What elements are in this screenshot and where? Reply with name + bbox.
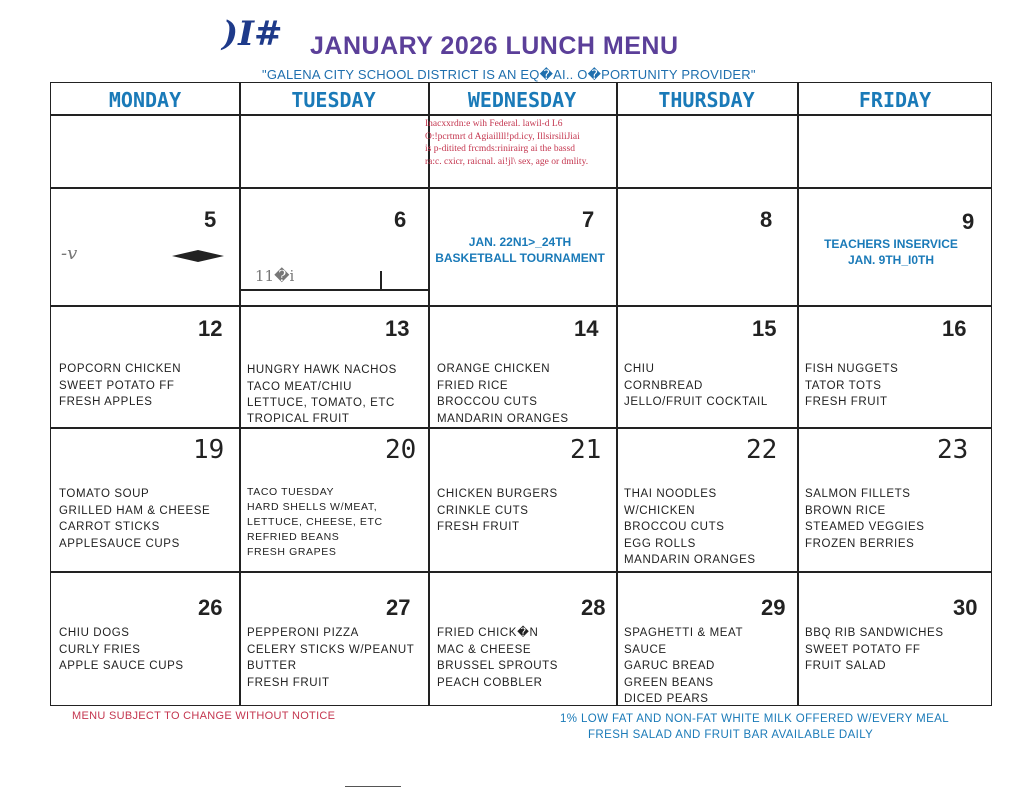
scribble-line xyxy=(380,271,382,289)
scribble-mark: 11�i xyxy=(255,267,295,285)
menu-item: PEPPERONI PIZZA xyxy=(247,627,359,639)
menu-item: REFRIED BEANS xyxy=(247,531,340,543)
statement-line: is p-ditited frcmds:rinirairg ai the bassd xyxy=(425,144,575,154)
date-number: 16 xyxy=(942,316,967,341)
column-divider xyxy=(428,83,430,705)
menu-items xyxy=(59,486,210,552)
tournament-note xyxy=(428,234,612,266)
column-divider xyxy=(797,83,799,705)
row-divider xyxy=(51,571,991,573)
menu-item: THAI NOODLES xyxy=(624,488,717,500)
date-number: 27 xyxy=(386,595,411,620)
date-number: 20 xyxy=(385,435,417,465)
menu-item: APPLESAUCE CUPS xyxy=(59,537,180,550)
date-number: 29 xyxy=(761,595,786,620)
menu-item: HUNGRY HAWK NACHOS xyxy=(247,364,397,376)
menu-item: TATOR TOTS xyxy=(805,379,882,392)
date-number: 19 xyxy=(193,435,225,465)
menu-item: CHIU DOGS xyxy=(59,627,130,639)
menu-item: STEAMED VEGGIES xyxy=(805,521,925,533)
menu-items xyxy=(247,625,414,691)
menu-items xyxy=(624,625,743,708)
menu-item: CHIU xyxy=(624,363,655,375)
menu-items xyxy=(437,361,569,427)
day-header-thursday: THURSDAY xyxy=(658,88,755,112)
menu-item: BROCCOU CUTS xyxy=(437,396,538,408)
menu-item: BROWN RICE xyxy=(805,504,886,517)
nondiscrimination-statement xyxy=(425,118,615,168)
menu-item: FRESH FRUIT xyxy=(437,521,520,533)
date-number: 30 xyxy=(953,595,978,620)
menu-item: JELLO/FRUIT COCKTAIL xyxy=(624,396,768,408)
day-header-tuesday: TUESDAY xyxy=(291,88,376,112)
menu-item: SWEET POTATO FF xyxy=(59,379,175,392)
date-number: 23 xyxy=(937,435,969,465)
column-divider xyxy=(616,83,618,705)
district-logo: )I# xyxy=(222,14,283,54)
menu-item: FRIED CHICK�N xyxy=(437,627,539,639)
date-number: 9 xyxy=(962,209,975,234)
scribble-mark: -v xyxy=(61,243,78,264)
page-footer-rule xyxy=(345,786,401,787)
menu-item: SPAGHETTI & MEAT xyxy=(624,627,744,639)
date-number: 15 xyxy=(752,316,777,341)
statement-line: Inacxxrdn:e wih Federal. lawil-d L6 xyxy=(425,119,563,129)
menu-items xyxy=(247,485,383,560)
date-number: 21 xyxy=(570,435,602,465)
menu-item: BRUSSEL SPROUTS xyxy=(437,660,559,672)
menu-item: MANDARIN ORANGES xyxy=(437,412,569,425)
menu-item: FRESH FRUIT xyxy=(247,676,330,689)
menu-items xyxy=(805,486,925,552)
menu-item: DICED PEARS xyxy=(624,693,709,705)
diamond-mark xyxy=(172,256,224,262)
day-header-friday: FRIDAY xyxy=(858,88,932,112)
menu-item: FRIED RICE xyxy=(437,379,509,392)
menu-item: TACO TUESDAY xyxy=(247,486,335,498)
scribble-line xyxy=(239,289,429,291)
date-number: 14 xyxy=(574,316,599,341)
day-header-wednesday: WEDNESDAY xyxy=(467,88,577,112)
menu-item: CRINKLE CUTS xyxy=(437,504,529,517)
menu-items xyxy=(805,361,898,411)
menu-item: BUTTER xyxy=(247,660,297,672)
date-number: 13 xyxy=(385,316,410,341)
row-divider xyxy=(51,187,991,189)
menu-item: CHICKEN BURGERS xyxy=(437,488,558,500)
menu-change-notice: MENU SUBJECT TO CHANGE WITHOUT NOTICE xyxy=(72,710,336,722)
menu-items xyxy=(437,486,558,536)
menu-item: PEACH COBBLER xyxy=(437,676,543,689)
menu-item: SWEET POTATO FF xyxy=(805,643,921,656)
menu-item: FRUIT SALAD xyxy=(805,660,887,672)
menu-item: FRESH FRUIT xyxy=(805,396,888,408)
menu-item: CELERY STICKS W/PEANUT xyxy=(247,643,415,656)
date-number: 5 xyxy=(204,207,217,232)
day-header-monday: MONDAY xyxy=(108,88,182,112)
menu-item: SAUCE xyxy=(624,643,667,656)
menu-item: POPCORN CHICKEN xyxy=(59,363,182,375)
row-divider xyxy=(51,427,991,429)
note-line: JAN. 22N1>_24TH xyxy=(468,235,572,249)
page-subtitle: "GALENA CITY SCHOOL DISTRICT IS AN EQ�AI.. O�PORTUNITY PROVIDER" xyxy=(262,67,756,82)
date-number: 7 xyxy=(582,207,595,232)
menu-item: FROZEN BERRIES xyxy=(805,537,915,550)
page-title: JANUARY 2026 LUNCH MENU xyxy=(310,32,679,60)
statement-line: O:!pcrtmrt d Agiaillll!pd.icy, IllsirsiliJiai xyxy=(425,131,580,142)
menu-item: MANDARIN ORANGES xyxy=(624,554,756,566)
milk-note: 1% LOW FAT AND NON-FAT WHITE MILK OFFERED W/EVERY MEAL xyxy=(560,713,950,725)
inservice-note xyxy=(797,236,985,268)
salad-bar-note: FRESH SALAD AND FRUIT BAR AVAILABLE DAILY xyxy=(588,729,874,741)
menu-item: EGG ROLLS xyxy=(624,537,696,550)
row-divider xyxy=(51,305,991,307)
menu-item: BBQ RIB SANDWICHES xyxy=(805,627,944,639)
menu-item: GREEN BEANS xyxy=(624,676,714,689)
menu-item: HARD SHELLS W/MEAT, xyxy=(247,501,378,513)
menu-item: TACO MEAT/CHIU xyxy=(247,380,353,393)
menu-item: CORNBREAD xyxy=(624,379,703,392)
menu-item: W/CHICKEN xyxy=(624,504,696,517)
menu-items xyxy=(624,486,756,569)
menu-item: APPLE SAUCE CUPS xyxy=(59,660,184,672)
date-number: 22 xyxy=(746,435,778,465)
menu-item: CURLY FRIES xyxy=(59,643,141,656)
menu-item: MAC & CHEESE xyxy=(437,643,532,656)
menu-item: LETTUCE, TOMATO, ETC xyxy=(247,397,395,409)
column-divider xyxy=(239,83,241,705)
menu-item: SALMON FILLETS xyxy=(805,488,911,500)
menu-item: LETTUCE, CHEESE, ETC xyxy=(247,516,383,528)
menu-items xyxy=(624,361,768,411)
date-number: 26 xyxy=(198,595,223,620)
menu-item: BROCCOU CUTS xyxy=(624,521,725,533)
row-divider xyxy=(51,114,991,116)
date-number: 8 xyxy=(760,207,773,232)
menu-items xyxy=(247,362,397,427)
date-number: 28 xyxy=(581,595,606,620)
menu-calendar-grid xyxy=(50,82,992,706)
note-line: TEACHERS INSERVICE xyxy=(824,237,958,251)
menu-items xyxy=(59,361,181,411)
menu-item: TOMATO SOUP xyxy=(59,488,150,500)
menu-item: TROPICAL FRUIT xyxy=(247,412,350,425)
menu-item: GARUC BREAD xyxy=(624,660,715,672)
menu-items xyxy=(59,625,184,675)
note-line: JAN. 9TH_I0TH xyxy=(847,253,935,267)
date-number: 6 xyxy=(394,207,407,232)
date-number: 12 xyxy=(198,316,223,341)
note-line: BASKETBALL TOURNAMENT xyxy=(435,251,605,265)
menu-item: CARROT STICKS xyxy=(59,521,160,533)
menu-items xyxy=(805,625,944,675)
menu-item: GRILLED HAM & CHEESE xyxy=(59,504,211,517)
menu-item: FRESH GRAPES xyxy=(247,546,337,558)
statement-line: ra:c. cxicr, raicnal. ai!jl\ sex, age or dmlity. xyxy=(425,156,589,167)
menu-item: ORANGE CHICKEN xyxy=(437,363,551,375)
menu-item: FISH NUGGETS xyxy=(805,363,899,375)
milk-and-salad-note xyxy=(560,711,949,743)
menu-item: FRESH APPLES xyxy=(59,396,153,408)
menu-items xyxy=(437,625,558,691)
